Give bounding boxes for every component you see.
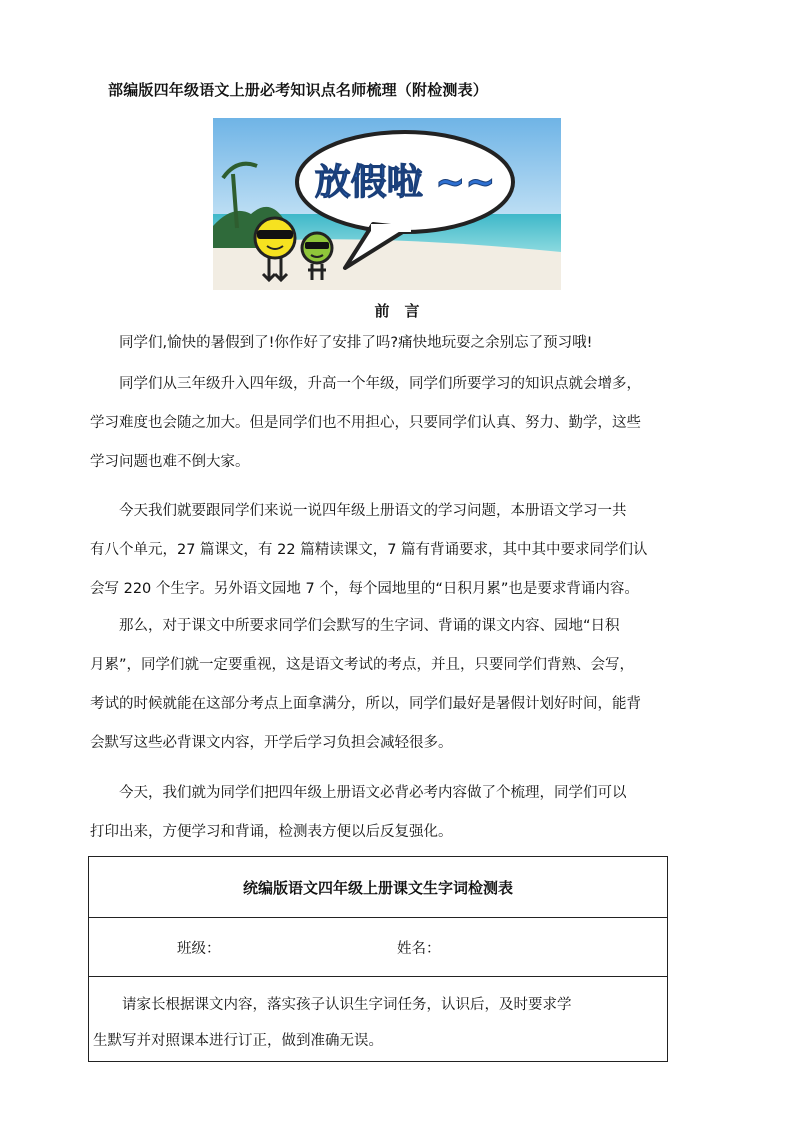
class-label: 班级： xyxy=(177,941,221,957)
paragraph-4 xyxy=(90,607,710,763)
paragraph-2 xyxy=(90,365,710,482)
vocabulary-test-form xyxy=(88,856,668,1062)
paragraph-line: 月累”，同学们就一定要重视，这是语文考试的考点，并且，只要同学们背熟、会写， xyxy=(90,657,635,673)
document-title: 部编版四年级语文上册必考知识点名师梳理（附检测表） xyxy=(108,81,489,99)
paragraph-1 xyxy=(90,324,710,363)
instruction-line: 请家长根据课文内容，落实孩子认识生字词任务，认识后，及时要求学 xyxy=(93,997,572,1013)
instruction-line: 生默写并对照课本进行订正，做到准确无误。 xyxy=(93,1033,383,1049)
form-instructions xyxy=(89,977,667,1059)
paragraph-line: 打印出来，方便学习和背诵，检测表方便以后反复强化。 xyxy=(90,824,453,840)
paragraph-line: 同学们,愉快的暑假到了!你作好了安排了吗?痛快地玩耍之余别忘了预习哦! xyxy=(90,335,593,351)
paragraph-line: 今天我们就要跟同学们来说一说四年级上册语文的学习问题，本册语文学习一共 xyxy=(90,503,627,519)
speech-text: 放假啦 ~~ xyxy=(314,162,496,203)
paragraph-line: 学习问题也难不倒大家。 xyxy=(90,454,250,470)
beach-illustration xyxy=(213,118,561,290)
paragraph-5 xyxy=(90,774,710,852)
paragraph-line: 会默写这些必背课文内容，开学后学习负担会减轻很多。 xyxy=(90,735,453,751)
paragraph-line: 同学们从三年级升入四年级，升高一个年级，同学们所要学习的知识点就会增多， xyxy=(90,376,641,392)
name-label: 姓名： xyxy=(397,941,441,957)
paragraph-line: 那么，对于课文中所要求同学们会默写的生字词、背诵的课文内容、园地“日积 xyxy=(90,618,620,634)
paragraph-line: 学习难度也会随之加大。但是同学们也不用担心，只要同学们认真、努力、勤学，这些 xyxy=(90,415,641,431)
paragraph-3 xyxy=(90,492,710,609)
form-info-row xyxy=(89,918,667,977)
vacation-banner-image xyxy=(213,118,561,290)
section-heading-preface: 前 言 xyxy=(374,302,420,320)
paragraph-line: 有八个单元，27 篇课文，有 22 篇精读课文，7 篇有背诵要求，其中其中要求同学们认 xyxy=(90,542,648,558)
form-title: 统编版语文四年级上册课文生字词检测表 xyxy=(89,857,667,918)
paragraph-line: 考试的时候就能在这部分考点上面拿满分，所以，同学们最好是暑假计划好时间，能背 xyxy=(90,696,641,712)
paragraph-line: 今天，我们就为同学们把四年级上册语文必背必考内容做了个梳理，同学们可以 xyxy=(90,785,627,801)
paragraph-line: 会写 220 个生字。另外语文园地 7 个，每个园地里的“日积月累”也是要求背诵内容。 xyxy=(90,581,639,597)
